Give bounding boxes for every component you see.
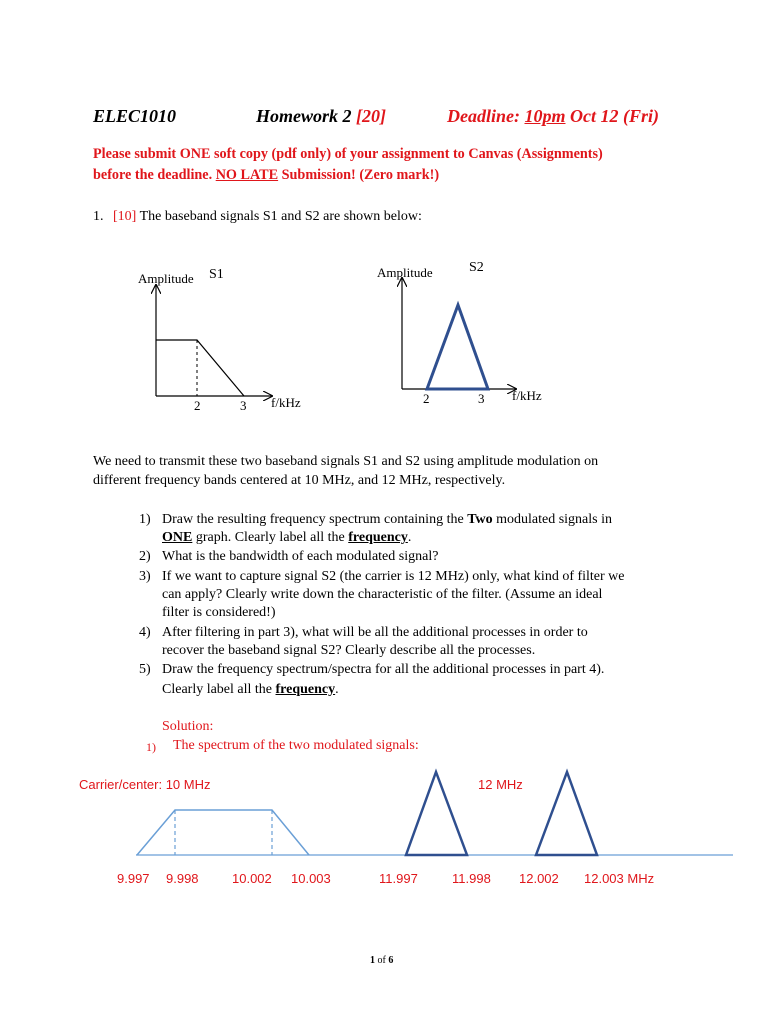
notice-line-2a: before the deadline. [93,167,216,183]
notice-line-2c: Submission! (Zero mark!) [278,167,440,183]
question-text: The baseband signals S1 and S2 are shown below: [139,209,422,224]
question-marks: [10] [113,209,137,224]
freq-10003: 10.003 [291,871,331,886]
spectrum-plot [0,760,768,870]
task-4-line-1: After filtering in part 3), what will be all the additional processes in order to [162,625,588,640]
deadline-date: Oct 12 (Fri) [570,106,659,126]
task-4-line-2: recover the baseband signal S2? Clearly describe all the processes. [162,643,536,658]
s1-xlabel: f/kHz [271,395,301,410]
notice-line-2 [93,167,439,184]
deadline [447,106,659,127]
deadline-time: 10pm [524,106,566,126]
freq-9998: 9.998 [166,871,199,886]
s1-title: S1 [209,267,224,282]
page-total: 6 [388,955,394,966]
homework-marks: [20] [356,106,387,126]
task-1-number: 1) [139,512,151,527]
task-2-number: 2) [139,549,151,564]
task-5-number: 5) [139,662,151,677]
freq-11998: 11.998 [452,871,491,886]
page-number [370,955,393,966]
figure-s1 [130,255,330,420]
s1-tick-3: 3 [240,398,247,413]
paragraph-line-1: We need to transmit these two baseband signals S1 and S2 using amplitude modulation on [93,454,599,469]
solution-label: Solution: [162,719,214,734]
task-3-number: 3) [139,569,151,584]
t1-frequency: frequency [348,530,408,545]
s2-tick-3: 3 [478,391,485,406]
freq-12003: 12.003 MHz [584,871,655,886]
s2-signal [427,305,488,389]
t1a: Draw the resulting frequency spectrum containing the [162,512,468,527]
s2-title: S2 [469,260,484,275]
homework-title [256,106,386,127]
s1-ylabel: Amplitude [138,271,194,286]
t1e: graph. Clearly label all the [192,530,349,545]
task-2-text: What is the bandwidth of each modulated signal? [162,549,439,564]
freq-11997: 11.997 [379,871,418,886]
homework-name: Homework 2 [256,106,352,126]
task-3-line-2: can apply? Clearly write down the characteristic of the filter. (Assume an ideal [162,587,603,602]
s2-xlabel: f/kHz [512,388,542,403]
task-1-line-1 [162,512,612,528]
task-5-line-2 [162,682,339,698]
question-1 [93,209,422,225]
t1g: . [407,530,412,545]
s1-signal [156,340,244,396]
page-of: of [377,955,386,966]
spectrum-s2-upper-sideband [536,772,597,855]
question-number: 1. [93,209,104,224]
s2-ylabel: Amplitude [377,265,433,280]
figure-s2 [370,250,570,415]
freq-12002: 12.002 [519,871,559,886]
t1-one: ONE [162,530,193,545]
s1-tick-2: 2 [194,398,201,413]
deadline-label: Deadline: [447,106,520,126]
t1-two: Two [467,512,493,527]
spectrum-label-12mhz: 12 MHz [478,777,523,792]
task-3-line-3: filter is considered!) [162,605,276,620]
s2-tick-2: 2 [423,391,430,406]
task-5-line-1: Draw the frequency spectrum/spectra for all the additional processes in part 4). [162,662,605,677]
spectrum-label-10mhz: Carrier/center: 10 MHz [79,777,211,792]
page-current: 1 [370,955,375,966]
task-3-line-1: If we want to capture signal S2 (the carrier is 12 MHz) only, what kind of filter we [162,569,625,584]
t5c: . [335,682,339,697]
notice-line-1: Please submit ONE soft copy (pdf only) of your assignment to Canvas (Assignments) [93,146,603,162]
solution-item-number: 1) [146,740,156,754]
task-4-number: 4) [139,625,151,640]
t1c: modulated signals in [492,512,612,527]
notice-no-late: NO LATE [215,167,279,183]
t5-frequency: frequency [275,682,336,697]
task-1-line-2 [162,530,411,546]
spectrum-s2-lower-sideband [406,772,467,855]
paragraph-line-2: different frequency bands centered at 10 MHz, and 12 MHz, respectively. [93,473,506,488]
course-code: ELEC1010 [93,106,177,126]
spectrum-s1-trapezoid [137,810,309,855]
t5a: Clearly label all the [162,682,276,697]
freq-9997: 9.997 [117,871,150,886]
solution-item-text: The spectrum of the two modulated signals: [173,738,419,753]
freq-10002: 10.002 [232,871,272,886]
